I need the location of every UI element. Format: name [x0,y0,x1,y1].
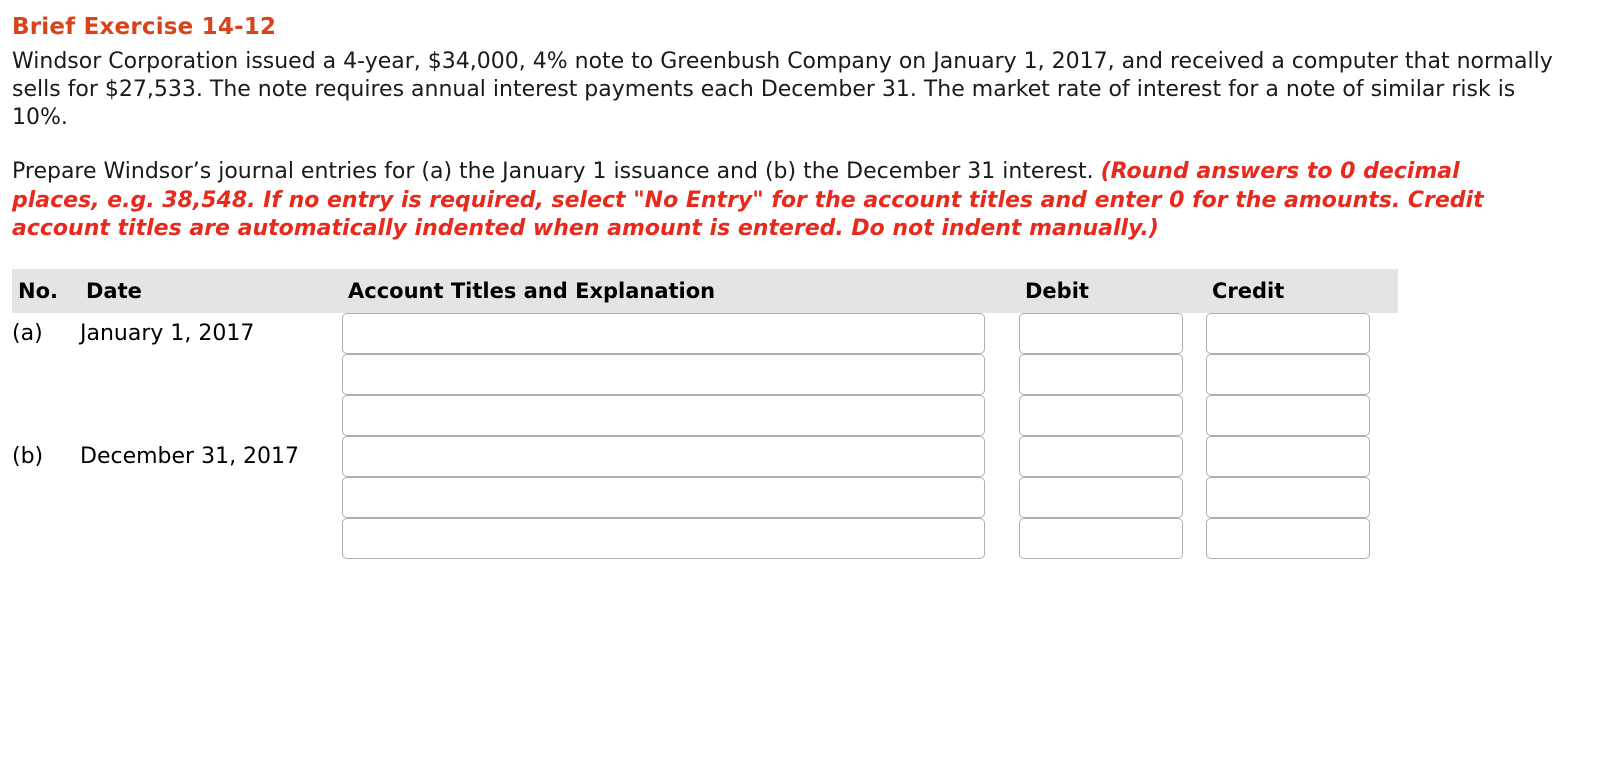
table-row [12,354,1398,395]
debit-input[interactable] [1019,354,1183,395]
problem-statement: Windsor Corporation issued a 4-year, $34,000, 4% note to Greenbush Company on January 1, 2017, and received a computer that normally sells for $27,533. The note requires annual interest payments each December 31. The market rate of interest for a note of similar risk is 10%. [12,49,1553,131]
credit-input[interactable] [1206,436,1370,477]
row-no-label [12,354,80,395]
debit-cell [1019,313,1206,354]
instructions-text: Prepare Windsor’s journal entries for (a) the January 1 issuance and (b) the December 31 interest. [12,159,1101,185]
table-header-row [12,269,1398,313]
row-no-label [12,477,80,518]
row-date-label [80,395,342,436]
credit-cell [1206,518,1398,559]
account-cell [342,436,1019,477]
account-cell [342,477,1019,518]
row-date-label [80,477,342,518]
debit-cell [1019,354,1206,395]
table-row [12,518,1398,559]
row-date-label [80,354,342,395]
credit-cell [1206,477,1398,518]
credit-input[interactable] [1206,395,1370,436]
table-row [12,477,1398,518]
table-row [12,313,1398,354]
account-title-input[interactable] [342,477,985,518]
debit-cell [1019,477,1206,518]
row-date-label [80,518,342,559]
instructions [12,158,1532,242]
credit-cell [1206,436,1398,477]
debit-cell [1019,395,1206,436]
credit-cell [1206,354,1398,395]
account-cell [342,313,1019,354]
debit-input[interactable] [1019,313,1183,354]
column-header-account: Account Titles and Explanation [342,269,1019,313]
row-no-label [12,395,80,436]
debit-cell [1019,436,1206,477]
debit-input[interactable] [1019,477,1183,518]
row-date-label: December 31, 2017 [80,443,300,469]
account-title-input[interactable] [342,518,985,559]
table-row [12,436,1398,477]
account-cell [342,395,1019,436]
page-title: Brief Exercise 14-12 [12,14,277,40]
credit-input[interactable] [1206,477,1370,518]
account-cell [342,518,1019,559]
debit-input[interactable] [1019,395,1183,436]
account-title-input[interactable] [342,395,985,436]
debit-input[interactable] [1019,518,1183,559]
table-row [12,395,1398,436]
credit-cell [1206,313,1398,354]
account-title-input[interactable] [342,436,985,477]
column-header-debit: Debit [1019,269,1206,313]
row-no-label [12,518,80,559]
column-header-date: Date [80,269,342,313]
account-cell [342,354,1019,395]
instructions-emphasis: (Round answers to 0 decimal places, e.g. 38,548. If no entry is required, select "No Entry" for the account titles and enter 0 for the amounts. Credit account titles are automatically indented when amount is entered. Do not indent manually.) [12,159,1484,241]
credit-cell [1206,395,1398,436]
column-header-no: No. [12,269,80,313]
table-body [12,313,1398,559]
debit-input[interactable] [1019,436,1183,477]
debit-cell [1019,518,1206,559]
journal-entry-table [12,269,1398,559]
credit-input[interactable] [1206,313,1370,354]
account-title-input[interactable] [342,313,985,354]
credit-input[interactable] [1206,518,1370,559]
account-title-input[interactable] [342,354,985,395]
credit-input[interactable] [1206,354,1370,395]
row-no-label: (a) [12,320,43,346]
column-header-credit: Credit [1206,269,1398,313]
row-date-label: January 1, 2017 [80,320,255,346]
row-no-label: (b) [12,443,44,469]
